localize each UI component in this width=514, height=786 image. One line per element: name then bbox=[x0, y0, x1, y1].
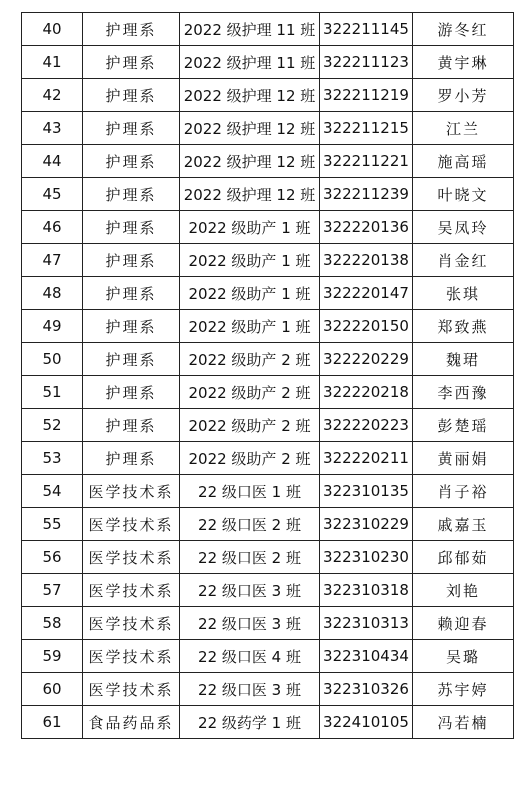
student-name-cell: 冯若楠 bbox=[413, 706, 514, 739]
class-cell: 22 级口医 2 班 bbox=[180, 541, 320, 574]
table-row bbox=[22, 640, 514, 673]
department-cell: 医学技术系 bbox=[83, 541, 180, 574]
student-id-cell: 322220229 bbox=[320, 343, 413, 376]
student-name-cell: 邱郁茹 bbox=[413, 541, 514, 574]
student-name-cell: 肖子裕 bbox=[413, 475, 514, 508]
class-cell: 22 级口医 3 班 bbox=[180, 574, 320, 607]
department-cell: 护理系 bbox=[83, 178, 180, 211]
student-id-cell: 322310229 bbox=[320, 508, 413, 541]
table-row bbox=[22, 310, 514, 343]
row-number-cell: 51 bbox=[22, 376, 83, 409]
student-id-cell: 322211221 bbox=[320, 145, 413, 178]
row-number-cell: 49 bbox=[22, 310, 83, 343]
student-roster-table bbox=[21, 12, 514, 739]
student-id-cell: 322220147 bbox=[320, 277, 413, 310]
class-cell: 2022 级护理 12 班 bbox=[180, 145, 320, 178]
table-row bbox=[22, 541, 514, 574]
table-row bbox=[22, 46, 514, 79]
class-cell: 2022 级助产 1 班 bbox=[180, 211, 320, 244]
roster-sheet bbox=[21, 12, 513, 765]
department-cell: 医学技术系 bbox=[83, 508, 180, 541]
table-row bbox=[22, 409, 514, 442]
student-name-cell: 吴凤玲 bbox=[413, 211, 514, 244]
student-name-cell: 苏宇婷 bbox=[413, 673, 514, 706]
department-cell: 护理系 bbox=[83, 79, 180, 112]
student-id-cell: 322310326 bbox=[320, 673, 413, 706]
student-name-cell: 黄丽娟 bbox=[413, 442, 514, 475]
class-cell: 22 级口医 3 班 bbox=[180, 607, 320, 640]
row-number-cell: 50 bbox=[22, 343, 83, 376]
class-cell: 22 级口医 1 班 bbox=[180, 475, 320, 508]
row-number-cell: 56 bbox=[22, 541, 83, 574]
row-number-cell: 61 bbox=[22, 706, 83, 739]
department-cell: 护理系 bbox=[83, 277, 180, 310]
row-number-cell: 45 bbox=[22, 178, 83, 211]
class-cell: 2022 级助产 1 班 bbox=[180, 244, 320, 277]
table-row bbox=[22, 178, 514, 211]
student-id-cell: 322220223 bbox=[320, 409, 413, 442]
student-name-cell: 张琪 bbox=[413, 277, 514, 310]
student-name-cell: 江兰 bbox=[413, 112, 514, 145]
student-id-cell: 322220211 bbox=[320, 442, 413, 475]
class-cell: 2022 级护理 12 班 bbox=[180, 178, 320, 211]
class-cell: 22 级药学 1 班 bbox=[180, 706, 320, 739]
table-row bbox=[22, 79, 514, 112]
student-id-cell: 322310230 bbox=[320, 541, 413, 574]
table-row bbox=[22, 376, 514, 409]
row-number-cell: 46 bbox=[22, 211, 83, 244]
student-id-cell: 322211239 bbox=[320, 178, 413, 211]
student-name-cell: 黄宇琳 bbox=[413, 46, 514, 79]
department-cell: 医学技术系 bbox=[83, 640, 180, 673]
department-cell: 护理系 bbox=[83, 145, 180, 178]
department-cell: 护理系 bbox=[83, 442, 180, 475]
student-name-cell: 游冬红 bbox=[413, 13, 514, 46]
class-cell: 2022 级助产 1 班 bbox=[180, 277, 320, 310]
department-cell: 护理系 bbox=[83, 46, 180, 79]
roster-table-body bbox=[22, 13, 514, 739]
department-cell: 护理系 bbox=[83, 343, 180, 376]
row-number-cell: 55 bbox=[22, 508, 83, 541]
table-row bbox=[22, 673, 514, 706]
class-cell: 2022 级护理 12 班 bbox=[180, 112, 320, 145]
student-name-cell: 郑致燕 bbox=[413, 310, 514, 343]
row-number-cell: 57 bbox=[22, 574, 83, 607]
table-row bbox=[22, 607, 514, 640]
row-number-cell: 43 bbox=[22, 112, 83, 145]
department-cell: 医学技术系 bbox=[83, 475, 180, 508]
row-number-cell: 59 bbox=[22, 640, 83, 673]
department-cell: 医学技术系 bbox=[83, 574, 180, 607]
table-row bbox=[22, 211, 514, 244]
row-number-cell: 52 bbox=[22, 409, 83, 442]
table-row bbox=[22, 277, 514, 310]
department-cell: 护理系 bbox=[83, 409, 180, 442]
student-id-cell: 322211123 bbox=[320, 46, 413, 79]
row-number-cell: 47 bbox=[22, 244, 83, 277]
student-name-cell: 赖迎春 bbox=[413, 607, 514, 640]
class-cell: 22 级口医 4 班 bbox=[180, 640, 320, 673]
student-id-cell: 322220150 bbox=[320, 310, 413, 343]
class-cell: 2022 级助产 2 班 bbox=[180, 343, 320, 376]
department-cell: 医学技术系 bbox=[83, 607, 180, 640]
table-row bbox=[22, 13, 514, 46]
class-cell: 22 级口医 2 班 bbox=[180, 508, 320, 541]
class-cell: 2022 级助产 1 班 bbox=[180, 310, 320, 343]
student-id-cell: 322410105 bbox=[320, 706, 413, 739]
student-id-cell: 322211219 bbox=[320, 79, 413, 112]
row-number-cell: 40 bbox=[22, 13, 83, 46]
table-row bbox=[22, 706, 514, 739]
student-id-cell: 322220218 bbox=[320, 376, 413, 409]
class-cell: 2022 级护理 11 班 bbox=[180, 46, 320, 79]
department-cell: 护理系 bbox=[83, 376, 180, 409]
department-cell: 护理系 bbox=[83, 310, 180, 343]
row-number-cell: 54 bbox=[22, 475, 83, 508]
department-cell: 医学技术系 bbox=[83, 673, 180, 706]
student-id-cell: 322220136 bbox=[320, 211, 413, 244]
row-number-cell: 48 bbox=[22, 277, 83, 310]
table-row bbox=[22, 442, 514, 475]
student-name-cell: 戚嘉玉 bbox=[413, 508, 514, 541]
student-id-cell: 322310135 bbox=[320, 475, 413, 508]
student-name-cell: 魏珺 bbox=[413, 343, 514, 376]
student-id-cell: 322220138 bbox=[320, 244, 413, 277]
student-id-cell: 322211145 bbox=[320, 13, 413, 46]
table-row bbox=[22, 508, 514, 541]
class-cell: 2022 级护理 12 班 bbox=[180, 79, 320, 112]
row-number-cell: 44 bbox=[22, 145, 83, 178]
table-row bbox=[22, 145, 514, 178]
student-id-cell: 322310318 bbox=[320, 574, 413, 607]
class-cell: 2022 级助产 2 班 bbox=[180, 442, 320, 475]
row-number-cell: 60 bbox=[22, 673, 83, 706]
table-row bbox=[22, 343, 514, 376]
class-cell: 2022 级助产 2 班 bbox=[180, 409, 320, 442]
student-name-cell: 李西豫 bbox=[413, 376, 514, 409]
student-id-cell: 322310313 bbox=[320, 607, 413, 640]
class-cell: 2022 级助产 2 班 bbox=[180, 376, 320, 409]
student-id-cell: 322211215 bbox=[320, 112, 413, 145]
student-name-cell: 吴璐 bbox=[413, 640, 514, 673]
department-cell: 护理系 bbox=[83, 13, 180, 46]
row-number-cell: 58 bbox=[22, 607, 83, 640]
student-name-cell: 刘艳 bbox=[413, 574, 514, 607]
class-cell: 22 级口医 3 班 bbox=[180, 673, 320, 706]
student-name-cell: 施高瑶 bbox=[413, 145, 514, 178]
student-name-cell: 彭楚瑶 bbox=[413, 409, 514, 442]
row-number-cell: 42 bbox=[22, 79, 83, 112]
department-cell: 食品药品系 bbox=[83, 706, 180, 739]
department-cell: 护理系 bbox=[83, 211, 180, 244]
student-id-cell: 322310434 bbox=[320, 640, 413, 673]
department-cell: 护理系 bbox=[83, 244, 180, 277]
row-number-cell: 41 bbox=[22, 46, 83, 79]
table-row bbox=[22, 244, 514, 277]
table-row bbox=[22, 112, 514, 145]
table-row bbox=[22, 574, 514, 607]
row-number-cell: 53 bbox=[22, 442, 83, 475]
student-name-cell: 肖金红 bbox=[413, 244, 514, 277]
student-name-cell: 叶晓文 bbox=[413, 178, 514, 211]
class-cell: 2022 级护理 11 班 bbox=[180, 13, 320, 46]
department-cell: 护理系 bbox=[83, 112, 180, 145]
table-row bbox=[22, 475, 514, 508]
student-name-cell: 罗小芳 bbox=[413, 79, 514, 112]
